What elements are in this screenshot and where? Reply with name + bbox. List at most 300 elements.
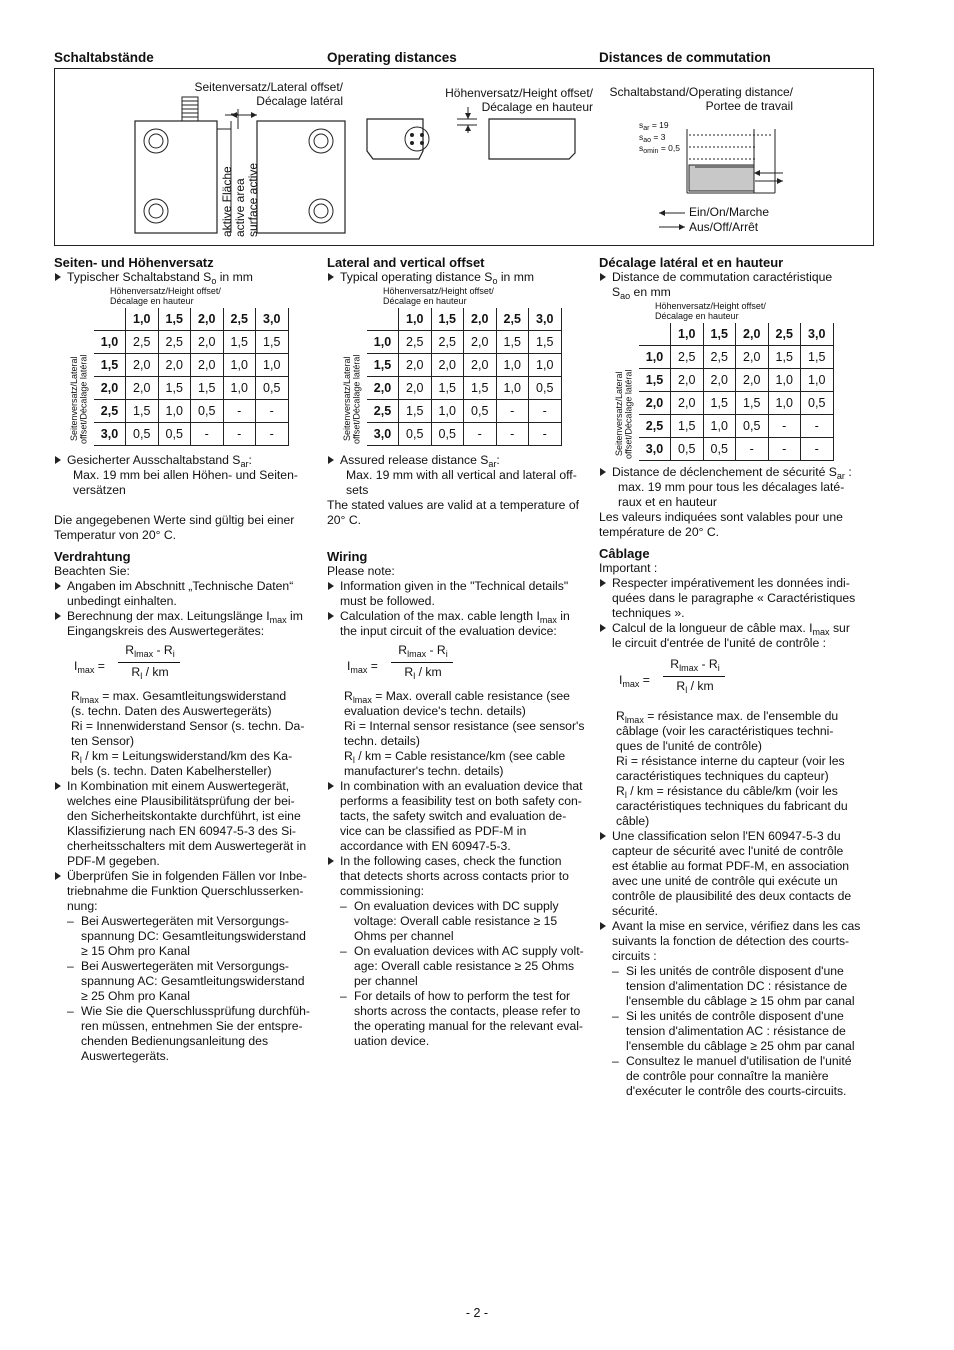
de-bullet-2-end: im [286,609,303,623]
formula-den-km: / km [687,679,714,693]
en-sub-3-line: the operating manual for the relevant eval- [354,1019,583,1033]
en-bullet-4-line: In the following cases, check the function [340,854,562,868]
height-offset-label [415,86,593,114]
table-row [94,377,288,400]
formula-num-sub2: i [717,663,720,673]
fr-def1-sub: lmax [624,715,644,725]
en-bullet-1-line1: Information given in the "Technical details" [340,579,569,593]
fr-assured-line1: max. 19 mm pour tous les décalages laté- [618,480,845,494]
table-cell: 2,0 [431,354,464,377]
header-fr: Distances de commutation [599,50,771,65]
table-col-header: 3,0 [801,323,834,346]
formula-lhs [619,673,650,688]
de-bullet-1-line2: unbedingt einhalten. [67,594,177,608]
de-def1-R: R [71,689,80,703]
formula-num-R: R [125,643,135,657]
fr-bullet-1-line2: quées dans le paragraphe « Caractéristiques [612,591,856,605]
en-bullet-4 [327,854,595,899]
table-cell: - [256,400,289,423]
formula-num-minus: - R [426,643,446,657]
en-sub-1-line: Ohms per channel [354,929,454,943]
table-cell: - [801,438,834,461]
en-bullet-2-sub: max [539,615,557,625]
fr-def-3 [599,784,871,829]
table-cell: 1,5 [768,346,801,369]
fr-table-caption-2: Décalage en hauteur [655,311,739,321]
table-cell: 2,0 [464,354,497,377]
en-assured-sub: ar [488,459,497,469]
formula-I: I [74,659,78,673]
table-cell: 2,0 [191,354,224,377]
table-cell: 0,5 [801,392,834,415]
height-offset-label-line2: Décalage en hauteur [481,100,593,114]
column-fr [599,255,871,1099]
table-row [367,423,561,446]
table-cell: - [496,400,529,423]
table-col-header: 1,5 [703,323,736,346]
de-temp-line1: Die angegebenen Werte sind gültig bei einer [54,513,295,527]
en-formula [347,645,595,689]
formula-fraction-line [663,676,725,677]
de-bullet-2-sub: max [269,615,287,625]
fr-bullet-2-end: sur [829,621,850,635]
de-bullet-3-line: cherheitsschalters mit dem Auswertegerät in [67,839,307,853]
fr-sub-3-line: de contrôle pour connaître la manière [626,1069,829,1083]
de-typical-sub: o [211,276,217,286]
lateral-offset-label-line1: Seitenversatz/Lateral offset/ [194,80,343,94]
en-def3-sub: l [352,755,355,765]
fr-bullet-1-line1: Respecter impérativement les données indi- [612,576,850,590]
en-sub-1-line: – On evaluation devices with DC supply [354,899,559,913]
de-bullet-2-line2: Eingangskreis des Auswertegerätes: [67,624,265,638]
formula-den-sub: l [140,671,143,681]
fr-offset-table [639,323,834,461]
table-row [639,438,833,461]
table-cell: 0,5 [703,438,736,461]
fr-assured-text: Distance de déclenchement de sécurité S [612,465,837,479]
fr-bullet-3-line: avec une unité de contrôle qui exécute un [612,874,838,888]
table-cell: 1,5 [223,331,256,354]
table-cell: 1,5 [703,392,736,415]
table-cell: 2,0 [191,331,224,354]
fr-sub-3 [599,1054,871,1099]
fr-bullet-3-line: Une classification selon l'EN 60947-5-3 du [612,829,841,843]
fr-wiring-title: Câblage [599,546,650,561]
column-en [327,255,595,1049]
table-row [367,354,561,377]
table-cell: 1,5 [671,415,704,438]
table-row [94,423,288,446]
lateral-offset-label-line2: Décalage latéral [256,94,343,108]
lateral-offset-label [183,80,343,108]
fr-assured-colon: : [844,465,852,479]
en-sub-2-line: per channel [354,974,418,988]
fr-sub-1-line: – Si les unités de contrôle disposent d'une [626,964,844,978]
fr-sub-1-line: l'ensemble du câblage ≥ 15 ohm par canal [626,994,855,1008]
fr-def1-line3: ques de l'unité de contrôle) [616,739,762,753]
sar-value: $s_{ar} = 19$ [639,120,669,132]
de-sub-3 [54,1004,322,1064]
sar-value-text: = 19 [651,120,669,130]
fr-typical-sub: ao [620,291,631,301]
en-bullet-3-line: accordance with EN 60947-5-3. [340,839,511,853]
de-bullet-3-line: welches eine Plausibilitätsprüfung der bei- [67,794,295,808]
formula-lhs [347,659,378,674]
de-def3-sub: l [79,755,82,765]
table-cell: 0,5 [464,400,497,423]
table-cell: 1,0 [496,377,529,400]
de-bullet-4-line: nung: [67,899,98,913]
fr-offset-table-wrap [599,323,871,461]
fr-table-caption [655,301,871,321]
fr-sub-3-line: – Consultez le manuel d'utilisation de l'unité [626,1054,852,1068]
fr-row-caption-2: offset/Décalage latéral [623,369,634,459]
en-bullet-2-line2: the input circuit of the evaluation device: [340,624,557,638]
en-def1-line2: evaluation device's techn. details) [344,704,526,718]
formula-denominator [122,665,178,680]
table-col-header: 1,5 [431,308,464,331]
fr-bullet-3-line: contrôle de plausibilité des deux contacts de [612,889,852,903]
fr-offset-title: Décalage latéral et en hauteur [599,255,784,270]
formula-num-minus: - R [153,643,173,657]
de-assured-sub: ar [240,459,249,469]
table-cell: 1,5 [158,377,191,400]
table-cell: 0,5 [431,423,464,446]
en-sub-1 [327,899,595,944]
en-bullet-1 [327,579,595,609]
table-cell: 0,5 [399,423,432,446]
fr-temp-line1: Les valeurs indiquées sont valables pour une [599,510,843,524]
table-cell: - [768,438,801,461]
de-row-caption [70,344,92,454]
legend-on: Ein/On/Marche [689,205,770,219]
formula-eq: = [367,659,378,673]
en-def1-R: R [344,689,353,703]
de-typical-distance [54,270,322,285]
en-row-caption-1: Seitenversatz/Lateral [342,356,352,442]
formula-num-sub2: i [172,649,175,659]
table-cell: 0,5 [126,423,159,446]
en-row-caption-2: offset/Décalage latéral [351,354,362,444]
fr-def-2 [599,754,871,784]
fr-table-caption-1: Höhenversatz/Height offset/ [655,301,766,311]
en-offset-title: Lateral and vertical offset [327,255,485,270]
de-assured-colon: : [248,453,252,467]
active-area-line3: surface active [246,162,260,237]
table-cell: - [801,415,834,438]
table-cell: 2,5 [671,346,704,369]
table-cell: 1,0 [431,400,464,423]
formula-den-R: R [404,665,414,679]
fr-bullet-3 [599,829,871,919]
table-row [367,331,561,354]
page-number: - 2 - [465,1306,489,1320]
table-col-header: 1,0 [399,308,432,331]
de-bullet-1 [54,579,322,609]
de-bullet-2-text: Berechnung der max. Leitungslänge I [67,609,270,623]
en-bullet-1-line2: must be followed. [340,594,435,608]
header-en: Operating distances [327,50,457,65]
en-sub-3-line: uation device. [354,1034,430,1048]
de-sub-1-line: ≥ 15 Ohm pro Kanal [81,944,190,958]
en-table-caption [383,286,595,306]
fr-assured-line2: raux et en hauteur [618,495,717,509]
header-de: Schaltabstände [54,50,154,65]
fr-sub-3-line: d'exécuter le contrôle des courts-circuits. [626,1084,847,1098]
table-col-header: 2,5 [223,308,256,331]
table-corner [639,323,671,346]
table-cell: - [529,400,562,423]
sao-value-text: = 3 [653,131,666,142]
table-cell: 1,0 [158,400,191,423]
table-row [94,331,288,354]
table-cell: 1,0 [223,354,256,377]
table-corner [94,308,126,331]
table-cell: 2,0 [399,354,432,377]
de-table-caption-1: Höhenversatz/Height offset/ [110,286,221,296]
column-de [54,255,322,1064]
table-cell: 2,5 [126,331,159,354]
de-formula [74,645,322,689]
table-row-header: 2,5 [639,415,671,438]
table-cell: 1,0 [768,392,801,415]
table-cell: 0,5 [191,400,224,423]
en-temp-line1: The stated values are valid at a temperature of [327,498,580,512]
table-row-header: 3,0 [94,423,126,446]
formula-numerator [122,643,178,658]
formula-fraction-line [391,662,453,663]
table-cell: 2,5 [431,331,464,354]
table-cell: 1,0 [496,354,529,377]
en-typical-unit: in mm [497,270,535,284]
switch-legend [689,205,769,235]
table-header-row [94,308,288,331]
fr-bullet-1-line3: techniques ». [612,606,685,620]
operating-distance-label [595,85,793,113]
table-cell: - [464,423,497,446]
fr-row-caption [615,359,637,469]
en-table-caption-2: Décalage en hauteur [383,296,467,306]
table-cell: 1,5 [529,331,562,354]
fr-bullet-2-sub: max [812,627,830,637]
fr-note: Important : [599,561,658,575]
table-cell: - [736,438,769,461]
fr-bullet-4-line: circuits : [612,949,657,963]
fr-def2-line2: caractéristiques techniques du capteur) [616,769,829,783]
de-bullet-3-line: In Kombination mit einem Auswertegerät, [67,779,290,793]
table-col-header: 1,0 [671,323,704,346]
table-cell: 2,0 [158,354,191,377]
en-sub-3-line: shorts across the contacts, please refer to [354,1004,581,1018]
de-sub-2-line: spannung AC: Gesamtleitungswiderstand [81,974,305,988]
table-cell: 2,5 [399,331,432,354]
formula-eq: = [94,659,105,673]
table-row-header: 1,5 [639,369,671,392]
de-bullet-3-line: den Sicherheitskontakte durchführt, ist eine [67,809,301,823]
de-def3-text: / km = Leitungswiderstand/km des Ka- [81,749,293,763]
table-col-header: 1,5 [158,308,191,331]
formula-den-sub: l [685,685,688,695]
formula-eq: = [639,673,650,687]
table-cell: 0,5 [158,423,191,446]
en-table-caption-1: Höhenversatz/Height offset/ [383,286,494,296]
en-def-3 [327,749,595,779]
en-bullet-3-line: performs a feasibility test on both safety con- [340,794,582,808]
de-bullet-3 [54,779,322,869]
en-def3-R: R [344,749,353,763]
de-assured-line1: Max. 19 mm bei allen Höhen- und Seiten- [73,468,298,482]
en-assured-line2: sets [346,483,369,497]
fr-sub-1 [599,964,871,1009]
de-bullet-4-line: Überprüfen Sie in folgenden Fällen vor Inbe- [67,869,307,883]
table-row-header: 2,0 [367,377,399,400]
table-row-header: 1,0 [367,331,399,354]
table-col-header: 3,0 [529,308,562,331]
table-cell: 1,5 [736,392,769,415]
table-row-header: 2,0 [639,392,671,415]
table-cell: 1,5 [191,377,224,400]
de-table-caption [110,286,322,306]
fr-bullet-2-text: Calcul de la longueur de câble max. I [612,621,813,635]
fr-assured-sub: ar [836,471,845,481]
active-area-label [221,147,261,237]
table-cell: 1,5 [431,377,464,400]
en-wiring-title: Wiring [327,549,368,564]
fr-typical-distance [599,270,871,300]
formula-num-sub: lmax [407,649,427,659]
table-cell: - [496,423,529,446]
diagram-frame [54,68,874,246]
en-sub-2-line: age: Overall cable resistance ≥ 25 Ohms [354,959,575,973]
fr-sub-2-line: – Si les unités de contrôle disposent d'une [626,1009,844,1023]
table-row [639,346,833,369]
en-offset-table-wrap [327,308,595,446]
table-row [94,354,288,377]
en-bullet-2 [327,609,595,639]
de-assured-text: Gesicherter Ausschaltabstand S [67,453,241,467]
en-bullet-2-text: Calculation of the max. cable length I [340,609,540,623]
formula-I-sub: max [77,665,95,675]
en-bullet-3-line: tacts, the safety switch and evaluation de- [340,809,567,823]
en-bullet-4-line: commissioning: [340,884,424,898]
fr-bullet-3-line: sécurité. [612,904,659,918]
de-bullet-2 [54,609,322,639]
en-bullet-3-line: vice can be classified as PDF-M in [340,824,527,838]
operating-distance-label-line1: Schaltabstand/Operating distance/ [609,85,793,99]
en-assured-text: Assured release distance S [340,453,489,467]
formula-I: I [619,673,623,687]
table-row-header: 1,5 [367,354,399,377]
table-row [639,392,833,415]
table-row-header: 2,5 [367,400,399,423]
en-row-caption [343,344,365,454]
fr-def1-text: = résistance max. de l'ensemble du [643,709,839,723]
table-col-header: 2,0 [191,308,224,331]
de-offset-table-wrap [54,308,322,446]
table-cell: 0,5 [529,377,562,400]
de-sub-3-line: Auswertegeräts. [81,1049,170,1063]
table-row-header: 1,0 [639,346,671,369]
fr-sub-1-line: tension d'alimentation DC : résistance de [626,979,848,993]
table-cell: 2,0 [399,377,432,400]
table-row [367,377,561,400]
fr-formula [619,659,871,703]
de-assured-distance [54,453,322,468]
en-assured-line1: Max. 19 mm with all vertical and lateral off- [346,468,577,482]
formula-den-R: R [676,679,686,693]
en-temp-line2: 20° C. [327,513,362,527]
en-typical-text: Typical operating distance S [340,270,493,284]
en-def3-text: / km = Cable resistance/km (see cable [354,749,566,763]
de-sub-1-line: spannung DC: Gesamtleitungswiderstand [81,929,306,943]
formula-denominator [395,665,451,680]
table-cell: 1,5 [126,400,159,423]
en-typical-distance [327,270,595,285]
en-bullet-3 [327,779,595,854]
formula-numerator [395,643,451,658]
table-col-header: 2,5 [768,323,801,346]
fr-typical-unit: en mm [630,285,671,299]
de-sub-2 [54,959,322,1004]
table-row [639,369,833,392]
de-bullet-4 [54,869,322,914]
table-corner [367,308,399,331]
de-typical-unit: in mm [216,270,253,284]
table-cell: 1,0 [703,415,736,438]
formula-den-km: / km [142,665,169,679]
en-typical-sub: o [492,276,498,286]
table-col-header: 2,5 [496,308,529,331]
fr-def3-line3: câble) [616,814,650,828]
active-area-line1: aktive Fläche [220,166,234,237]
en-bullet-2-end: in [556,609,570,623]
table-col-header: 3,0 [256,308,289,331]
en-bullet-4-line: that detects shorts across contacts prior to [340,869,569,883]
table-cell: - [768,415,801,438]
en-def-1 [327,689,595,719]
somin-value-text: = 0,5 [660,143,680,153]
en-assured-colon: : [496,453,500,467]
en-def-2 [327,719,595,749]
table-cell: - [223,400,256,423]
formula-I-sub: max [350,665,368,675]
table-cell: 1,5 [399,400,432,423]
table-cell: 2,0 [126,354,159,377]
de-sub-1 [54,914,322,959]
fr-bullet-3-line: est établie au format PDF-M, en association [612,859,850,873]
de-sub-3-line: chenden Bedienungsanleitung des [81,1034,269,1048]
table-cell: - [191,423,224,446]
table-cell: 1,0 [256,354,289,377]
formula-fraction-line [118,662,180,663]
formula-lhs [74,659,105,674]
fr-bullet-2-line2: le circuit d'entrée de l'unité de contrôle : [612,636,826,650]
en-def1-sub: lmax [352,695,372,705]
table-cell: 2,0 [736,369,769,392]
table-cell: 1,0 [801,369,834,392]
de-def1-line2: (s. techn. Daten des Auswertegeräts) [71,704,272,718]
fr-typical-text: Distance de commutation caractéristique [612,270,833,284]
en-assured-distance [327,453,595,468]
somin-value: $s_{omin} = 0,5$ [639,143,680,155]
de-bullet-3-line: PDF-M gegeben. [67,854,160,868]
table-cell: 2,5 [158,331,191,354]
fr-sub-2 [599,1009,871,1054]
fr-row-caption-1: Seitenversatz/Lateral [614,371,624,457]
en-def1-text: = Max. overall cable resistance (see [371,689,570,703]
en-sub-1-line: voltage: Overall cable resistance ≥ 15 [354,914,558,928]
table-cell: 1,0 [529,354,562,377]
